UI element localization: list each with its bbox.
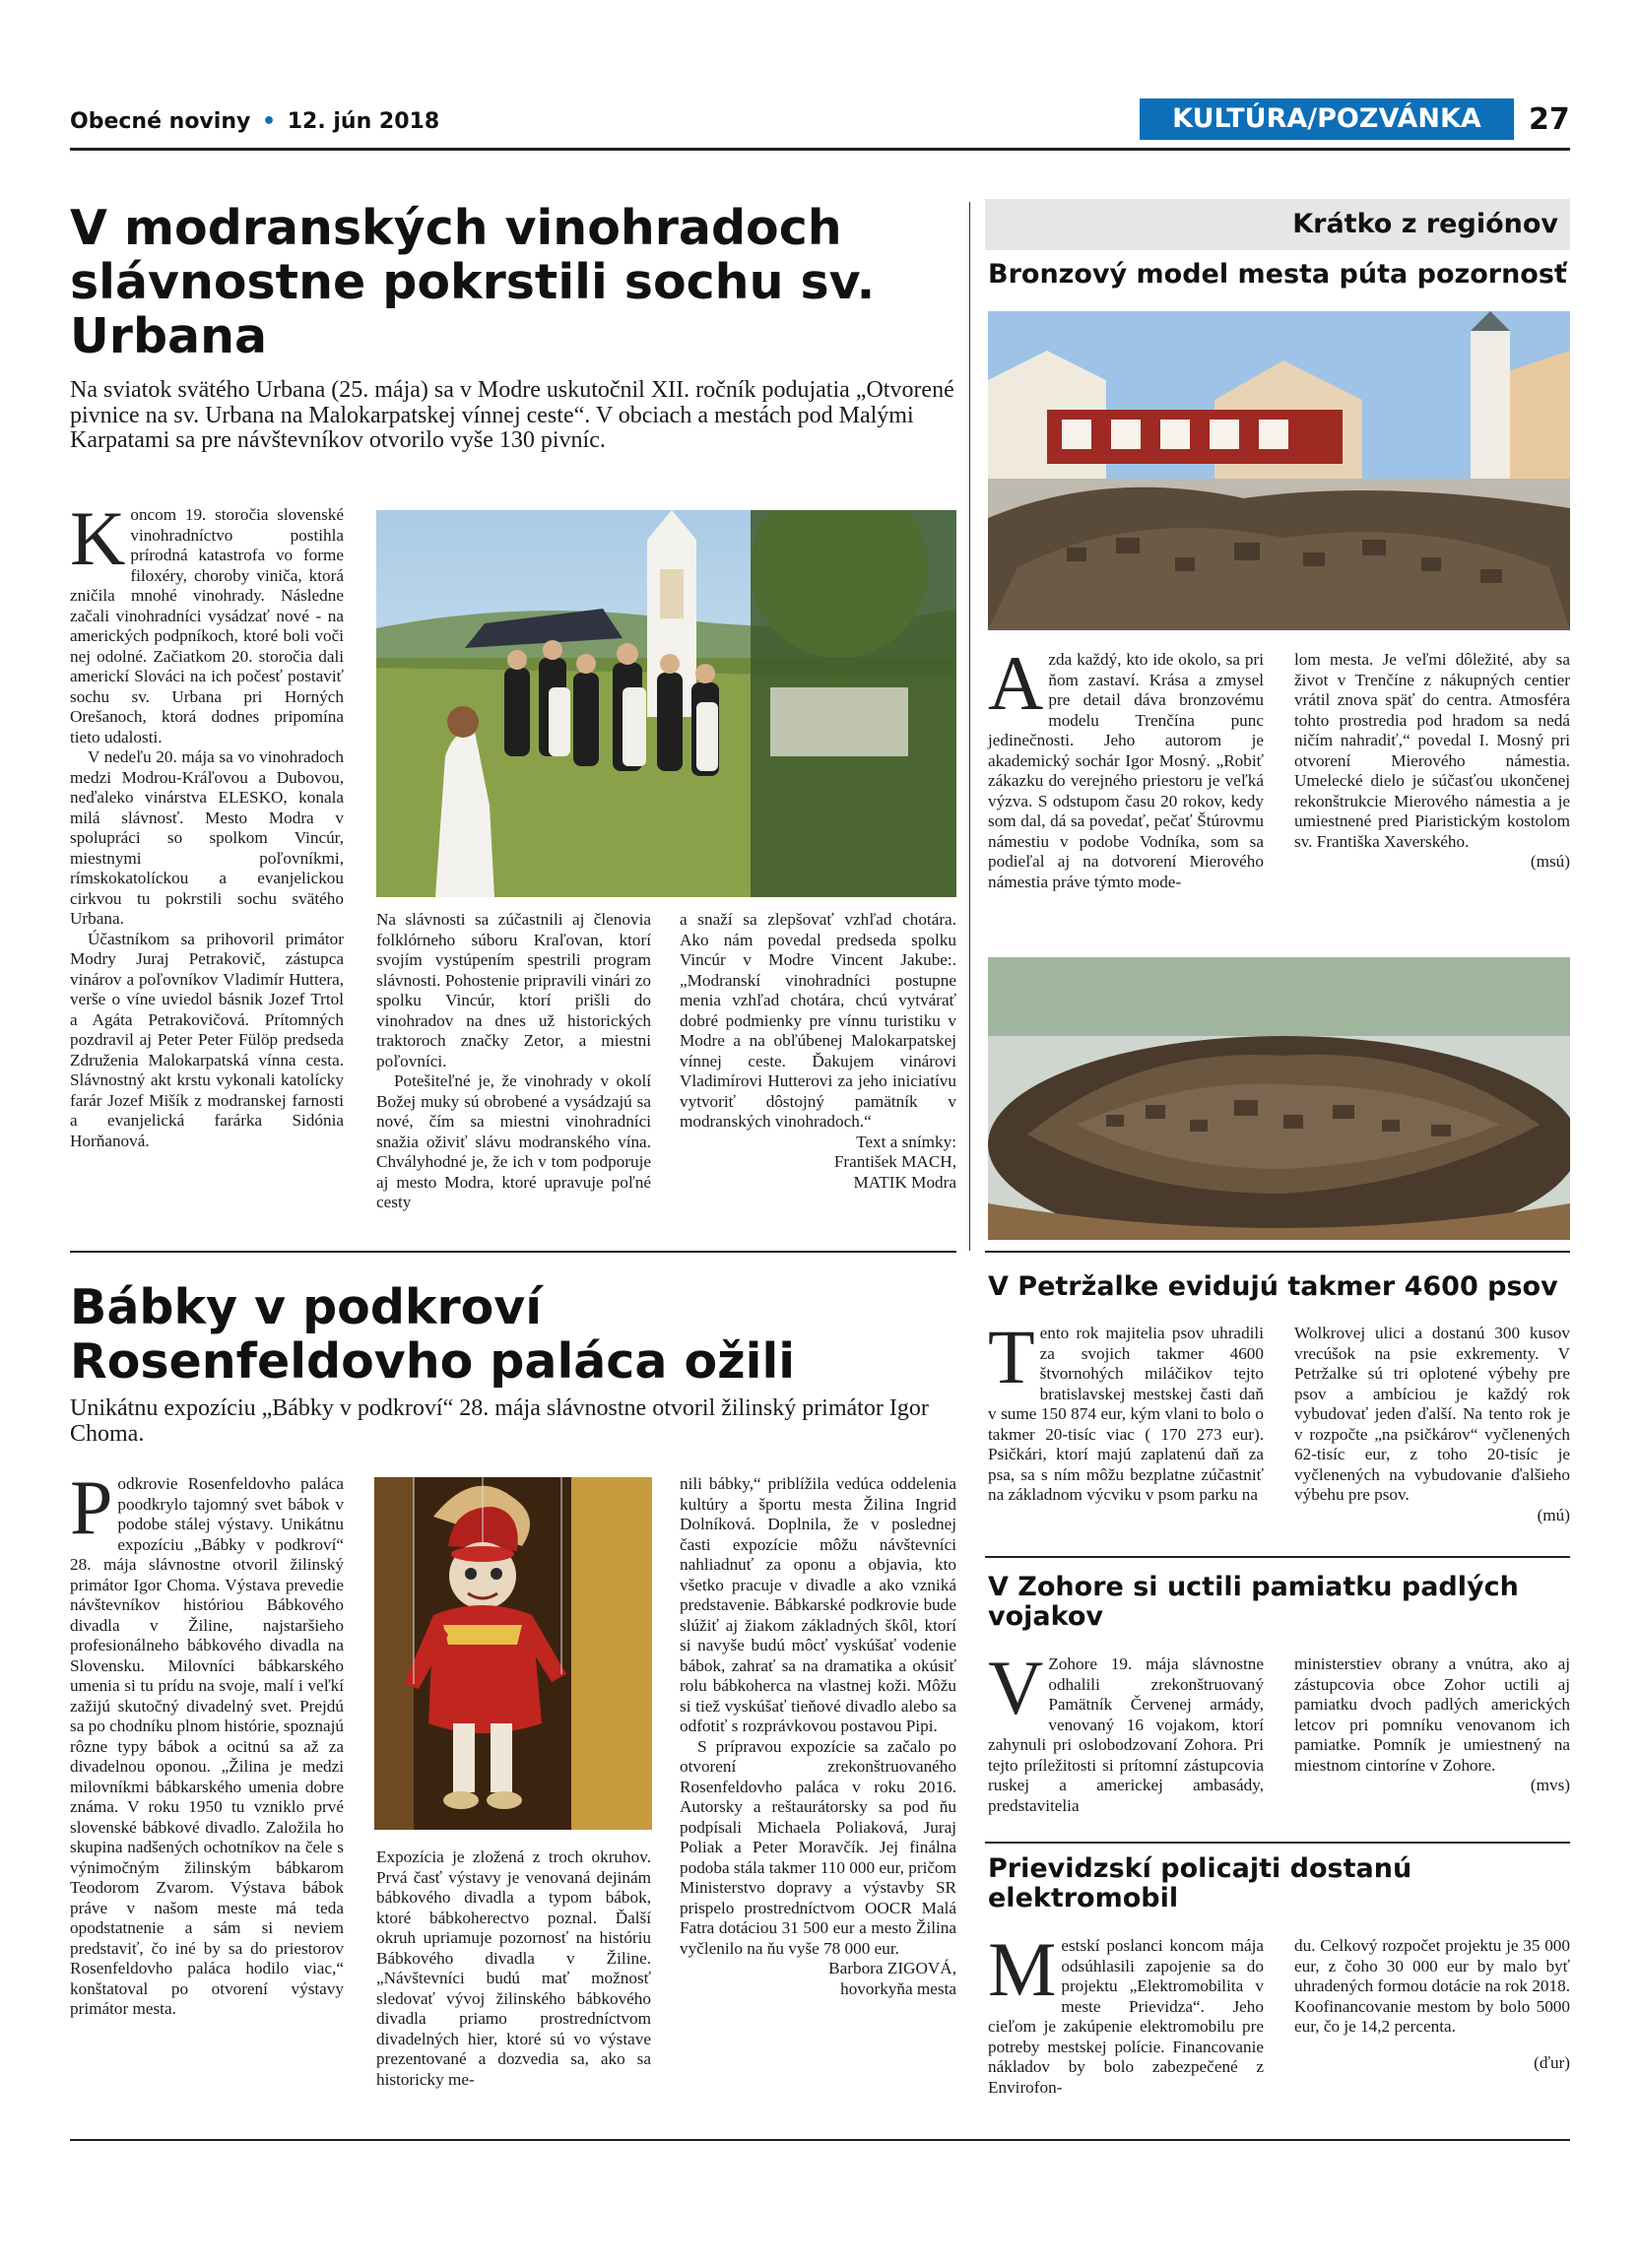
article2-dropcap: P: [70, 1464, 113, 1550]
article1-col1-p1: oncom 19. storočia slovenské vinohradníctvo postihla prírodná katastrofa vo forme filoxéry, choroby viniča, ktorá zničila mnohé vinohrady. Následne začali vinohradníci vysádzať nové - na amerických podpníkoch, ktoré boli voči nej odolné. Začiatkom 20. storočia dali americkí Slováci na ich počesť postaviť sochu sv. Urbana pri Horných Orešanoch, ktorá dodnes pripomína tieto udalosti.: [70, 505, 344, 746]
bronze-square-photo: [988, 311, 1570, 630]
s1-signature: (msú): [1530, 852, 1570, 871]
article2-col3-p1: nili bábky,“ priblížila vedúca oddelenia kultúry a športu mesta Žilina Ingrid Dolníková. Doplnila, že v poslednej časti expozície môžu návštevníci nahliadnuť za oponu a objavia, kto všetko pracuje v divadle a ako vzniká predstavenie. Bábkarské podkrovie bude slúžiť aj žiakom základných škôl, ktorí si navyše budú môcť vyskúšať vodenie bábok, zahrať sa na dramatika a okúsiť rolu bábkoherca na vlastnej koži. Môžu si tiež vyskúšať tieňové divadlo alebo sa odfotiť s rozprávkovou postavou Pipi.: [680, 1474, 956, 1735]
header-rule: [70, 148, 1570, 151]
article1-lead: Na sviatok svätého Urbana (25. mája) sa v Modre uskutočnil XII. ročník podujatia „Otvorené pivnice na sv. Urbana na Malokarpatskej vínnej ceste“. V obciach a mestách pod Malými Karpatami sa pre návštevníkov otvorilo vyše 130 pivníc.: [70, 377, 954, 453]
sidebar-box-label: Krátko z regiónov: [1292, 209, 1558, 239]
s3-title: V Zohore si uctili pamiatku padlých vojakov: [988, 1572, 1519, 1632]
column-divider: [969, 202, 970, 1251]
s3-dropcap: V: [988, 1645, 1044, 1730]
article-separator: [70, 1251, 956, 1253]
s2-dropcap: T: [988, 1314, 1035, 1399]
s4-col2: [1294, 1936, 1570, 2073]
s1-col1: [988, 640, 1264, 892]
s3-col1: [988, 1645, 1264, 1816]
article2-col1: [70, 1464, 344, 2020]
puppet-photo: [374, 1477, 652, 1830]
s4-signature: (ďur): [1534, 2052, 1570, 2072]
article1-col3-p1: a snaží sa zlepšovať vzhľad chotára. Ako nám povedal predseda spolku Vincúr v Modre Vincent Jakube:. „Modranskí vinohradníci postupne menia vzhľad chotára, chcú vytvárať dobré podmienky pre vínnu turistiku v Modre a na obľúbenej Malokarpatskej vínnej ceste. Ďakujem vinárovi Vladimírovi Hutterovi za jeho iniciatívu vytvoriť dôstojný pamätník v modranských vinohradoch.“: [680, 910, 956, 1131]
s4-col2-text: du. Celkový rozpočet projektu je 35 000 eur, z čoho 30 000 eur by malo byť uhradených formou dotácie na rok 2018. Koofinancovanie mestom by bolo 5000 eur, čo je 14,2 percenta.: [1294, 1936, 1570, 2036]
s1-col1-text: zda každý, kto ide okolo, sa pri ňom zastaví. Krása a zmysel pre detail dáva bronzovému modelu Trenčína punc jedinečnosti. Jeho autorom je akademický sochár Igor Mosný. „Robiť zákazku do verejného priestoru je veľká výzva. S odstupom času 20 rokov, kedy som dal, dá sa povedať, pečať Štúrovmu námestiu v podobe Vodníka, som sa podieľal aj na dotvorení Mierového námestia práve týmto mode-: [988, 650, 1264, 891]
article1-title: V modranských vinohradoch slávnostne pokrstili sochu sv. Urbana: [70, 200, 876, 364]
s1-col2-text: lom mesta. Je veľmi dôležité, aby sa život v Trenčíne z nákupných centier vrátil znova späť do centra. Atmosféra tohto prostredia pod hradom sa nedá ničím nahradiť,“ povedal I. Mosný pri otvorení Mierového námestia. Umelecké dielo je súčasťou ukončenej rekonštrukcie Mierového námestia a je umiestnené pred Piaristickým kostolom sv. Františka Xaverského.: [1294, 650, 1570, 851]
s4-col1-text: estskí poslanci koncom mája odsúhlasili zapojenie sa do projektu „Elektromobilita v meste Prievidza“. Jeho cieľom je zakúpenie elektromobilu pre potreby mestskej polície. Financovanie nákladov by bolo zabezpečené z Envirofon-: [988, 1936, 1264, 2097]
s2-col2-text: Wolkrovej ulici a dostanú 300 kusov vrecúšok na psie exkrementy. V Petržalke sú tri oplotené výbehy pre psov a ambíciou je každý rok vybudovať jeden ďalší. Na tento rok je v rozpočte „na psičkárov“ vyčlenených 62-tisíc eur, z toho 20-tisíc je vyčlenených na vybudovanie ďalšieho výbehu pre psov.: [1294, 1324, 1570, 1504]
s3-col2-text: ministerstiev obrany a vnútra, ako aj zástupcovia obce Zohor uctili aj pamiatku dvoch padlých amerických letcov pri pomníku venovanom ich pamiatke. Pomník je umiestnený na miestnom cintoríne v Zohore.: [1294, 1654, 1570, 1775]
section-label: KULTÚRA/POZVÁNKA: [1172, 103, 1481, 134]
sidebar-rule-1: [985, 1251, 1570, 1253]
s1-dropcap: A: [988, 640, 1044, 726]
s2-col1: [988, 1314, 1264, 1506]
article2-col2: [376, 1847, 651, 2090]
article1-col1-p3: Účastníkom sa prihovoril primátor Modry Juraj Petrakovič, zástupca vinárov a poľovníkov Vladimír Huttera, verše o víne uviedol básnik Jozef Trtol a Agáta Petrakovičová. Prítomných pozdravil aj Peter Peter Fülöp predseda Združenia Malokarpatská vínna cesta. Slávnostný akt krstu vykonali katolícky farár Jozef Mišík z modranskej farnosti a evanjelická farárka Sidónia Horňanová.: [70, 929, 344, 1150]
article1-col2-p2: Potešiteľné je, že vinohrady v okolí Božej muky sú obrobené a vysádzajú sa nové, čím sa miestni vinohradníci snažia oživiť slávu modranského vína. Chvályhodné je, že ich v tom podporuje aj mesto Modra, ktoré upravuje poľné cesty: [376, 1071, 651, 1211]
section-badge: [1140, 98, 1514, 140]
folk-group-photo: [376, 510, 956, 897]
s4-title: Prievidzskí policajti dostanú elektromobil: [988, 1853, 1412, 1913]
s3-signature: (mvs): [1530, 1776, 1570, 1794]
sidebar-box-title: [985, 199, 1570, 250]
s2-col1-text: ento rok majitelia psov uhradili za svojich takmer 4600 štvornohých miláčikov tejto bratislavskej mestskej časti daň v sume 150 874 eur, kým vlani to bolo o takmer 20-tisíc viac ( 170 273 eur). Psičkári, ktorí majú zaplatenú daň za psa, sa s ním môžu bezplatne zúčastniť na základnom výcviku v psom parku na: [988, 1324, 1264, 1504]
s2-title: V Petržalke evidujú takmer 4600 psov: [988, 1271, 1558, 1302]
sidebar-rule-3: [985, 1842, 1570, 1844]
s4-col1: [988, 1926, 1264, 2098]
bullet: •: [262, 109, 277, 134]
article1-col1-p2: V nedeľu 20. mája sa vo vinohradoch medzi Modrou-Kráľovou a Dubovou, neďaleko vinárstva ELESKO, konala milá slávnosť. Mesto Modra v spolupráci so spolkom Vincúr, miestnymi poľovníkmi, rímskokatolíckou a evanjelickou cirkvou tu pokrstili sochu svätého Urbana.: [70, 747, 344, 928]
s1-col2: [1294, 650, 1570, 873]
bronze-model-closeup-photo: [988, 957, 1570, 1240]
article1-col2: [376, 910, 651, 1213]
article2-credit-name: Barbora ZIGOVÁ,: [828, 1959, 956, 1977]
article2-title: Bábky v podkroví Rosenfeldovho paláca ožili: [70, 1279, 796, 1390]
article1-col3: [680, 910, 956, 1193]
article2-col3-p2: S prípravou expozície sa začalo po otvorení zrekonštruovaného Rosenfeldovho paláca v roku 2016. Autorsky a reštaurátorsky sa pod ňu podpísali Michaela Poliaková, Juraj Poliak a Peter Moravčík. Jej finálna podoba stála takmer 110 000 eur, pričom Ministerstvo dopravy a výstavby SR prispelo prostredníctvom OOCR Malá Fatra dotáciou 31 500 eur a mesto Žilina vyčlenilo na ňu vyše 78 000 eur.: [680, 1736, 956, 1958]
article1-col2-p1: Na slávnosti sa zúčastnili aj členovia folklórneho súboru Kraľovan, ktorí svojím vystúpením spestrili program slávnosti. Pohostenie pripravili vinári zo spolku Vincúr, ktorí prišli do vinohradov na dnes už historických traktoroch značky Zetor, a miestni poľovníci.: [376, 910, 651, 1070]
s2-col2: [1294, 1324, 1570, 1525]
article2-lead: Unikátnu expozíciu „Bábky v podkroví“ 28. mája slávnostne otvoril žilinský primátor Igor Choma.: [70, 1395, 929, 1447]
s2-signature: (mú): [1537, 1505, 1570, 1524]
article1-col1: [70, 495, 344, 1151]
issue-date: 12. jún 2018: [287, 109, 440, 134]
article1-credit-label: Text a snímky:: [856, 1132, 956, 1151]
page-number: 27: [1529, 102, 1570, 137]
s3-col1-text: Zohore 19. mája slávnostne odhalili zrekonštruovaný Pamätník Červenej armády, venovaný 16 vojakom, ktorí zahynuli pri oslobodzovaní Zohora. Pri tejto príležitosti si prítomní zástupcovia ruskej a americkej ambasády, predstavitelia: [988, 1654, 1264, 1815]
sidebar-rule-2: [985, 1556, 1570, 1558]
bottom-rule: [70, 2139, 1570, 2141]
article1-dropcap: K: [70, 495, 126, 581]
article1-credit-name: František MACH,: [833, 1152, 956, 1171]
article1-credit-org: MATIK Modra: [853, 1172, 956, 1192]
article2-credit-org: hovorkyňa mesta: [840, 1978, 956, 1998]
article2-col3: [680, 1474, 956, 1999]
s3-col2: [1294, 1654, 1570, 1796]
s1-title: Bronzový model mesta púta pozornosť: [988, 259, 1567, 290]
paper-name: Obecné noviny: [70, 109, 251, 134]
article2-col2-p1: Expozícia je zložená z troch okruhov. Prvá časť výstavy je venovaná dejinám bábkového divadla a typom bábok, ktoré bábkoherectvo poznal. Ďalší okruh upriamuje pozornosť na históriu Bábkového divadla v Žiline. „Návštevníci budú mať možnosť sledovať vývoj žilinského bábkového divadla priamo prostredníctvom divadelných hier, ktoré sú vo výstave prezentované a dozvedia sa, ako sa historicky me-: [376, 1847, 651, 2089]
article2-col1-p1: odkrovie Rosenfeldovho paláca poodkrylo tajomný svet bábok v podobe stálej výstavy. Unikátnu expozíciu „Bábky v podkroví“ 28. mája slávnostne otvoril žilinský primátor Igor Choma. Výstava prevedie návštevníkov históriou Bábkového divadla v Žiline, najstaršieho profesionálneho bábkového divadla na Slovensku. Milovníci bábkarského umenia si tu prídu na svoje, malí i veľkí zažijú skutočný divadelný svet. Prejdú sa po chodníku plnom histórie, spoznajú rôzne typy bábok a ocitnú sa až za divadelnou oponou. „Žilina je medzi milovníkmi bábkarského umenia dobre známa. V roku 1950 tu vzniklo prvé slovenské bábkové divadlo. Založila ho skupina nadšených ochotníkov na čele s výnimočným žilinským bábkarom Teodorom Zvarom. Výstava bábok práve v našom meste má teda opodstatnenie a sám si neviem predstaviť, čo iné by sa do priestorov Rosenfeldovho paláca hodilo viac,“ konštatoval po otvorení výstavy primátor mesta.: [70, 1474, 344, 2018]
s4-dropcap: M: [988, 1926, 1057, 2012]
masthead: [70, 109, 439, 134]
